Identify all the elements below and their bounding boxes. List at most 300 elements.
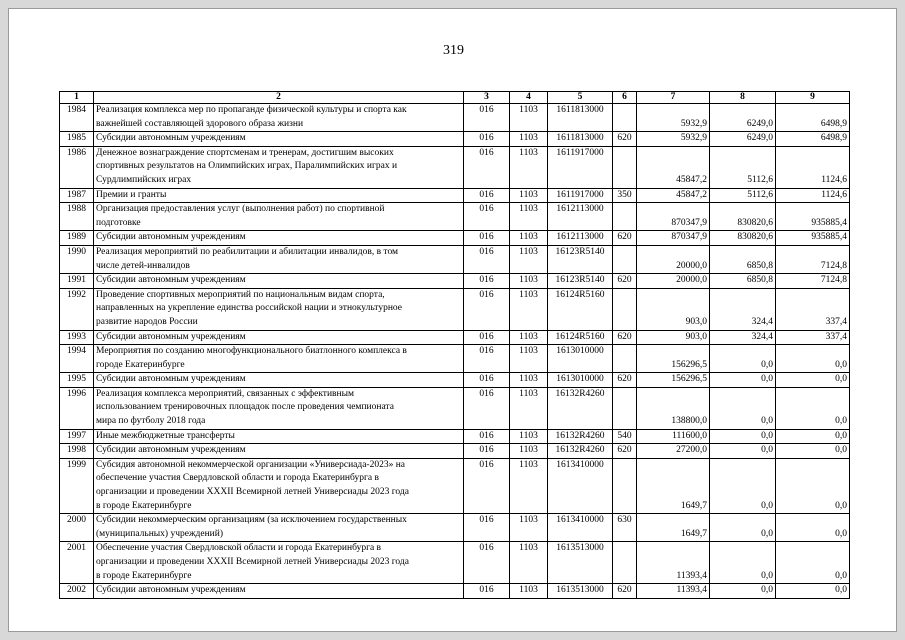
ministry-code-cell-text: 016 — [479, 543, 494, 554]
amount-cell-text: 0,0 — [835, 416, 847, 427]
expense-type-cell — [613, 188, 637, 203]
row-number-cell-text: 1987 — [67, 189, 86, 200]
ministry-code-cell — [464, 514, 510, 542]
row-number-cell — [60, 429, 94, 444]
amount-cell — [776, 231, 850, 246]
target-article-cell-text: 1611813000 — [556, 105, 604, 115]
section-code-cell-text: 1103 — [519, 585, 538, 596]
amount-cell-text: 870347,9 — [671, 232, 707, 243]
target-article-cell — [548, 245, 613, 273]
description-cell — [94, 188, 464, 203]
section-code-cell — [510, 274, 548, 289]
row-number-cell-text: 1993 — [67, 331, 86, 342]
section-code-cell-text: 1103 — [519, 346, 538, 357]
table-row — [60, 146, 850, 188]
target-article-cell-text: 16123R5140 — [555, 275, 605, 286]
amount-cell — [637, 330, 710, 345]
amount-cell-text: 324,4 — [751, 316, 773, 327]
row-number-cell-text: 1984 — [67, 105, 86, 115]
amount-cell-text: 27200,0 — [676, 445, 707, 456]
target-article-cell — [548, 104, 613, 132]
amount-cell-text: 20000,0 — [676, 260, 707, 271]
amount-cell — [710, 542, 776, 584]
ministry-code-cell — [464, 542, 510, 584]
amount-cell — [710, 429, 776, 444]
amount-cell — [637, 458, 710, 513]
section-code-cell — [510, 146, 548, 188]
row-number-cell — [60, 132, 94, 147]
target-article-cell-text: 1613410000 — [556, 515, 604, 526]
row-number-cell — [60, 584, 94, 599]
ministry-code-cell — [464, 373, 510, 388]
target-article-cell — [548, 146, 613, 188]
target-article-cell — [548, 132, 613, 147]
target-article-cell — [548, 373, 613, 388]
row-number-cell — [60, 444, 94, 459]
row-number-cell-text: 1994 — [67, 346, 86, 357]
amount-cell-text: 903,0 — [685, 316, 707, 327]
amount-cell — [710, 104, 776, 132]
target-article-cell-text: 16123R5140 — [555, 246, 605, 257]
amount-cell — [710, 274, 776, 289]
expense-type-cell — [613, 231, 637, 246]
amount-cell-text: 0,0 — [761, 445, 773, 456]
amount-cell-text: 870347,9 — [671, 217, 707, 228]
expense-type-cell — [613, 132, 637, 147]
amount-cell-text: 0,0 — [761, 500, 773, 511]
description-cell-text: Субсидия автономной некоммерческой организации «Универсиада-2023» на обеспечение участия Свердловской области и города Екатеринбурга в организации и проведении XXXII Всемирной летней Универсиады 2023 года в городе Екатеринбурге — [96, 459, 409, 511]
target-article-cell-text: 16132R4260 — [555, 430, 605, 441]
amount-cell — [710, 188, 776, 203]
amount-cell-text: 0,0 — [761, 570, 773, 581]
row-number-cell-text: 2001 — [67, 543, 86, 554]
description-cell — [94, 429, 464, 444]
table-row — [60, 458, 850, 513]
section-code-cell-text: 1103 — [519, 189, 538, 200]
amount-cell-text: 0,0 — [835, 528, 847, 539]
description-cell-text: Реализация комплекса мероприятий, связанных с эффективным использованием тренировочных площадок после проведения чемпионата мира по футболу 2018 года — [96, 388, 394, 427]
amount-cell-text: 111600,0 — [672, 430, 707, 441]
expense-type-cell-text: 540 — [617, 430, 632, 441]
row-number-cell-text: 1990 — [67, 246, 86, 257]
amount-cell-text: 20000,0 — [676, 275, 707, 286]
amount-cell — [637, 345, 710, 373]
ministry-code-cell — [464, 245, 510, 273]
section-code-cell — [510, 584, 548, 599]
target-article-cell — [548, 387, 613, 429]
amount-cell — [776, 429, 850, 444]
target-article-cell-text: 1613010000 — [556, 374, 604, 385]
table-row — [60, 203, 850, 231]
target-article-cell — [548, 345, 613, 373]
target-article-cell — [548, 542, 613, 584]
amount-cell-text: 11393,4 — [676, 585, 707, 596]
ministry-code-cell-text: 016 — [479, 374, 494, 385]
description-cell — [94, 288, 464, 330]
section-code-cell — [510, 203, 548, 231]
section-code-cell-text: 1103 — [519, 204, 538, 215]
ministry-code-cell-text: 016 — [479, 388, 494, 399]
section-code-cell-text: 1103 — [519, 445, 538, 456]
description-cell-text: Субсидии некоммерческим организациям (за исключением государственных (муниципальных) учреждений) — [96, 515, 407, 539]
section-code-cell-text: 1103 — [519, 133, 538, 144]
amount-cell — [710, 288, 776, 330]
expense-type-cell — [613, 542, 637, 584]
target-article-cell — [548, 288, 613, 330]
ministry-code-cell — [464, 288, 510, 330]
row-number-cell-text: 1996 — [67, 388, 86, 399]
row-number-cell — [60, 514, 94, 542]
column-header: 7 — [637, 92, 710, 104]
section-code-cell — [510, 132, 548, 147]
table-row — [60, 387, 850, 429]
amount-cell — [637, 146, 710, 188]
amount-cell — [637, 387, 710, 429]
section-code-cell-text: 1103 — [519, 430, 538, 441]
description-cell — [94, 584, 464, 599]
row-number-cell — [60, 146, 94, 188]
amount-cell-text: 156296,5 — [671, 374, 707, 385]
expense-type-cell-text: 620 — [617, 133, 632, 144]
target-article-cell — [548, 514, 613, 542]
target-article-cell — [548, 231, 613, 246]
target-article-cell — [548, 330, 613, 345]
amount-cell-text: 0,0 — [835, 374, 847, 385]
table-row — [60, 542, 850, 584]
amount-cell — [776, 188, 850, 203]
expense-type-cell — [613, 274, 637, 289]
amount-cell — [637, 203, 710, 231]
amount-cell-text: 6249,0 — [746, 133, 773, 144]
amount-cell — [637, 132, 710, 147]
expense-type-cell-text: 630 — [617, 515, 632, 526]
amount-cell — [637, 288, 710, 330]
amount-cell — [776, 542, 850, 584]
table-row — [60, 514, 850, 542]
row-number-cell — [60, 345, 94, 373]
table-row — [60, 429, 850, 444]
target-article-cell-text: 1613010000 — [556, 346, 604, 357]
amount-cell — [776, 146, 850, 188]
amount-cell — [776, 373, 850, 388]
ministry-code-cell-text: 016 — [479, 346, 494, 357]
section-code-cell-text: 1103 — [519, 232, 538, 243]
amount-cell — [710, 444, 776, 459]
target-article-cell-text: 16124R5160 — [555, 289, 605, 300]
amount-cell — [776, 514, 850, 542]
row-number-cell — [60, 203, 94, 231]
section-code-cell — [510, 429, 548, 444]
amount-cell-text: 6850,8 — [746, 260, 773, 271]
ministry-code-cell — [464, 584, 510, 599]
row-number-cell-text: 1991 — [67, 275, 86, 286]
description-cell-text: Субсидии автономным учреждениям — [96, 133, 246, 144]
table-row — [60, 104, 850, 132]
amount-cell — [776, 274, 850, 289]
ministry-code-cell-text: 016 — [479, 105, 494, 115]
description-cell-text: Субсидии автономным учреждениям — [96, 331, 246, 342]
amount-cell-text: 903,0 — [685, 331, 707, 342]
section-code-cell — [510, 387, 548, 429]
section-code-cell-text: 1103 — [519, 543, 538, 554]
ministry-code-cell — [464, 132, 510, 147]
amount-cell-text: 830820,6 — [737, 217, 773, 228]
amount-cell — [637, 514, 710, 542]
expense-type-cell — [613, 373, 637, 388]
ministry-code-cell — [464, 274, 510, 289]
section-code-cell — [510, 514, 548, 542]
expense-type-cell — [613, 584, 637, 599]
row-number-cell-text: 1992 — [67, 289, 86, 300]
amount-cell — [776, 458, 850, 513]
section-code-cell — [510, 188, 548, 203]
amount-cell — [776, 387, 850, 429]
section-code-cell-text: 1103 — [519, 459, 538, 470]
section-code-cell — [510, 458, 548, 513]
row-number-cell-text: 1995 — [67, 374, 86, 385]
section-code-cell — [510, 245, 548, 273]
target-article-cell — [548, 274, 613, 289]
ministry-code-cell-text: 016 — [479, 246, 494, 257]
section-code-cell — [510, 444, 548, 459]
description-cell — [94, 542, 464, 584]
description-cell — [94, 387, 464, 429]
amount-cell-text: 0,0 — [835, 359, 847, 370]
amount-cell-text: 7124,8 — [820, 260, 847, 271]
ministry-code-cell — [464, 104, 510, 132]
description-cell-text: Субсидии автономным учреждениям — [96, 374, 246, 385]
target-article-cell-text: 16132R4260 — [555, 445, 605, 456]
target-article-cell-text: 1611917000 — [556, 189, 604, 200]
row-number-cell — [60, 387, 94, 429]
table-header-row — [60, 92, 850, 104]
expense-type-cell-text: 350 — [617, 189, 632, 200]
description-cell-text: Реализация комплекса мер по пропаганде физической культуры и спорта как важнейшей составляющей здорового образа жизни — [96, 105, 407, 129]
description-cell — [94, 373, 464, 388]
budget-table — [59, 91, 850, 599]
row-number-cell-text: 1989 — [67, 232, 86, 243]
amount-cell — [637, 429, 710, 444]
ministry-code-cell-text: 016 — [479, 459, 494, 470]
description-cell — [94, 458, 464, 513]
amount-cell-text: 5932,9 — [680, 118, 707, 129]
amount-cell-text: 45847,2 — [676, 174, 707, 185]
amount-cell-text: 0,0 — [761, 585, 773, 596]
ministry-code-cell-text: 016 — [479, 445, 494, 456]
table-row — [60, 188, 850, 203]
description-cell — [94, 231, 464, 246]
amount-cell — [776, 330, 850, 345]
amount-cell-text: 1124,6 — [821, 189, 847, 200]
ministry-code-cell — [464, 188, 510, 203]
target-article-cell — [548, 429, 613, 444]
amount-cell — [776, 104, 850, 132]
table-row — [60, 330, 850, 345]
column-header: 2 — [94, 92, 464, 104]
ministry-code-cell-text: 016 — [479, 331, 494, 342]
description-cell — [94, 444, 464, 459]
ministry-code-cell — [464, 387, 510, 429]
description-cell-text: Денежное вознаграждение спортсменам и тренерам, достигшим высоких спортивных результатов на Олимпийских играх, Паралимпийских играх и Сурдлимпийских играх — [96, 147, 398, 185]
amount-cell — [710, 458, 776, 513]
description-cell-text: Субсидии автономным учреждениям — [96, 585, 246, 596]
description-cell-text: Премии и гранты — [96, 189, 167, 200]
expense-type-cell — [613, 288, 637, 330]
row-number-cell-text: 1986 — [67, 147, 86, 158]
amount-cell-text: 0,0 — [761, 416, 773, 427]
amount-cell-text: 5932,9 — [680, 133, 707, 144]
expense-type-cell — [613, 245, 637, 273]
amount-cell — [710, 387, 776, 429]
amount-cell — [776, 203, 850, 231]
ministry-code-cell — [464, 444, 510, 459]
section-code-cell-text: 1103 — [519, 246, 538, 257]
description-cell — [94, 245, 464, 273]
target-article-cell-text: 1611813000 — [556, 133, 604, 144]
amount-cell — [710, 231, 776, 246]
ministry-code-cell — [464, 458, 510, 513]
ministry-code-cell-text: 016 — [479, 515, 494, 526]
description-cell-text: Субсидии автономным учреждениям — [96, 445, 246, 456]
row-number-cell-text: 2002 — [67, 585, 86, 596]
row-number-cell-text: 1997 — [67, 430, 86, 441]
amount-cell — [710, 373, 776, 388]
section-code-cell-text: 1103 — [519, 105, 538, 115]
description-cell-text: Иные межбюджетные трансферты — [96, 430, 235, 441]
target-article-cell-text: 1613410000 — [556, 459, 604, 470]
amount-cell-text: 0,0 — [835, 570, 847, 581]
row-number-cell — [60, 274, 94, 289]
amount-cell — [710, 146, 776, 188]
row-number-cell — [60, 542, 94, 584]
expense-type-cell-text: 620 — [617, 445, 632, 456]
amount-cell — [637, 104, 710, 132]
column-header: 6 — [613, 92, 637, 104]
amount-cell-text: 45847,2 — [676, 189, 707, 200]
description-cell-text: Реализация мероприятий по реабилитации и абилитации инвалидов, в том числе детей-инвалидов — [96, 246, 399, 271]
section-code-cell — [510, 373, 548, 388]
ministry-code-cell-text: 016 — [479, 147, 494, 158]
ministry-code-cell-text: 016 — [479, 204, 494, 215]
amount-cell — [637, 245, 710, 273]
expense-type-cell — [613, 146, 637, 188]
row-number-cell — [60, 104, 94, 132]
row-number-cell — [60, 330, 94, 345]
row-number-cell-text: 1999 — [67, 459, 86, 470]
ministry-code-cell — [464, 429, 510, 444]
section-code-cell-text: 1103 — [519, 388, 538, 399]
target-article-cell-text: 1612113000 — [556, 204, 604, 215]
amount-cell — [710, 245, 776, 273]
amount-cell-text: 6249,0 — [746, 118, 773, 129]
section-code-cell-text: 1103 — [519, 515, 538, 526]
target-article-cell-text: 1613513000 — [556, 543, 604, 554]
amount-cell — [776, 132, 850, 147]
table-row — [60, 132, 850, 147]
description-cell — [94, 146, 464, 188]
amount-cell — [637, 584, 710, 599]
amount-cell-text: 0,0 — [761, 374, 773, 385]
target-article-cell — [548, 203, 613, 231]
amount-cell — [710, 132, 776, 147]
amount-cell-text: 324,4 — [751, 331, 773, 342]
ministry-code-cell — [464, 231, 510, 246]
amount-cell-text: 1124,6 — [821, 174, 847, 185]
section-code-cell-text: 1103 — [519, 374, 538, 385]
row-number-cell — [60, 245, 94, 273]
amount-cell-text: 0,0 — [835, 430, 847, 441]
amount-cell-text: 7124,8 — [820, 275, 847, 286]
amount-cell — [776, 444, 850, 459]
target-article-cell-text: 16132R4260 — [555, 388, 605, 399]
column-header: 9 — [776, 92, 850, 104]
row-number-cell — [60, 231, 94, 246]
row-number-cell-text: 2000 — [67, 515, 86, 526]
table-row — [60, 373, 850, 388]
amount-cell — [637, 231, 710, 246]
row-number-cell — [60, 458, 94, 513]
row-number-cell — [60, 188, 94, 203]
amount-cell — [776, 584, 850, 599]
expense-type-cell — [613, 444, 637, 459]
row-number-cell-text: 1985 — [67, 133, 86, 144]
target-article-cell-text: 1611917000 — [556, 147, 604, 158]
amount-cell — [637, 444, 710, 459]
section-code-cell — [510, 288, 548, 330]
ministry-code-cell — [464, 146, 510, 188]
ministry-code-cell — [464, 203, 510, 231]
amount-cell-text: 1649,7 — [680, 500, 707, 511]
amount-cell-text: 0,0 — [835, 500, 847, 511]
description-cell — [94, 104, 464, 132]
target-article-cell — [548, 584, 613, 599]
ministry-code-cell-text: 016 — [479, 232, 494, 243]
column-header: 3 — [464, 92, 510, 104]
amount-cell — [710, 345, 776, 373]
target-article-cell-text: 1613513000 — [556, 585, 604, 596]
amount-cell-text: 337,4 — [825, 331, 847, 342]
amount-cell-text: 6850,8 — [746, 275, 773, 286]
expense-type-cell-text: 620 — [617, 585, 632, 596]
ministry-code-cell-text: 016 — [479, 585, 494, 596]
row-number-cell-text: 1988 — [67, 204, 86, 215]
amount-cell — [776, 245, 850, 273]
row-number-cell — [60, 288, 94, 330]
ministry-code-cell-text: 016 — [479, 275, 494, 286]
amount-cell — [776, 345, 850, 373]
expense-type-cell — [613, 104, 637, 132]
description-cell-text: Мероприятия по созданию многофункционального биатлонного комплекса в городе Екатеринбурге — [96, 346, 407, 370]
amount-cell-text: 156296,5 — [671, 359, 707, 370]
expense-type-cell — [613, 458, 637, 513]
section-code-cell — [510, 231, 548, 246]
section-code-cell-text: 1103 — [519, 275, 538, 286]
description-cell-text: Субсидии автономным учреждениям — [96, 232, 246, 243]
amount-cell-text: 935885,4 — [811, 217, 847, 228]
description-cell-text: Субсидии автономным учреждениям — [96, 275, 246, 286]
amount-cell — [637, 542, 710, 584]
table-row — [60, 245, 850, 273]
ministry-code-cell-text: 016 — [479, 289, 494, 300]
amount-cell-text: 138800,0 — [671, 416, 707, 427]
amount-cell-text: 0,0 — [835, 585, 847, 596]
description-cell-text: Проведение спортивных мероприятий по национальным видам спорта, направленных на укрепление единства российской нации и этнокультурное развитие народов России — [96, 289, 403, 327]
amount-cell — [637, 274, 710, 289]
table-row — [60, 274, 850, 289]
expense-type-cell — [613, 203, 637, 231]
ministry-code-cell-text: 016 — [479, 189, 494, 200]
description-cell-text: Организация предоставления услуг (выполнения работ) по спортивной подготовке — [96, 204, 385, 228]
